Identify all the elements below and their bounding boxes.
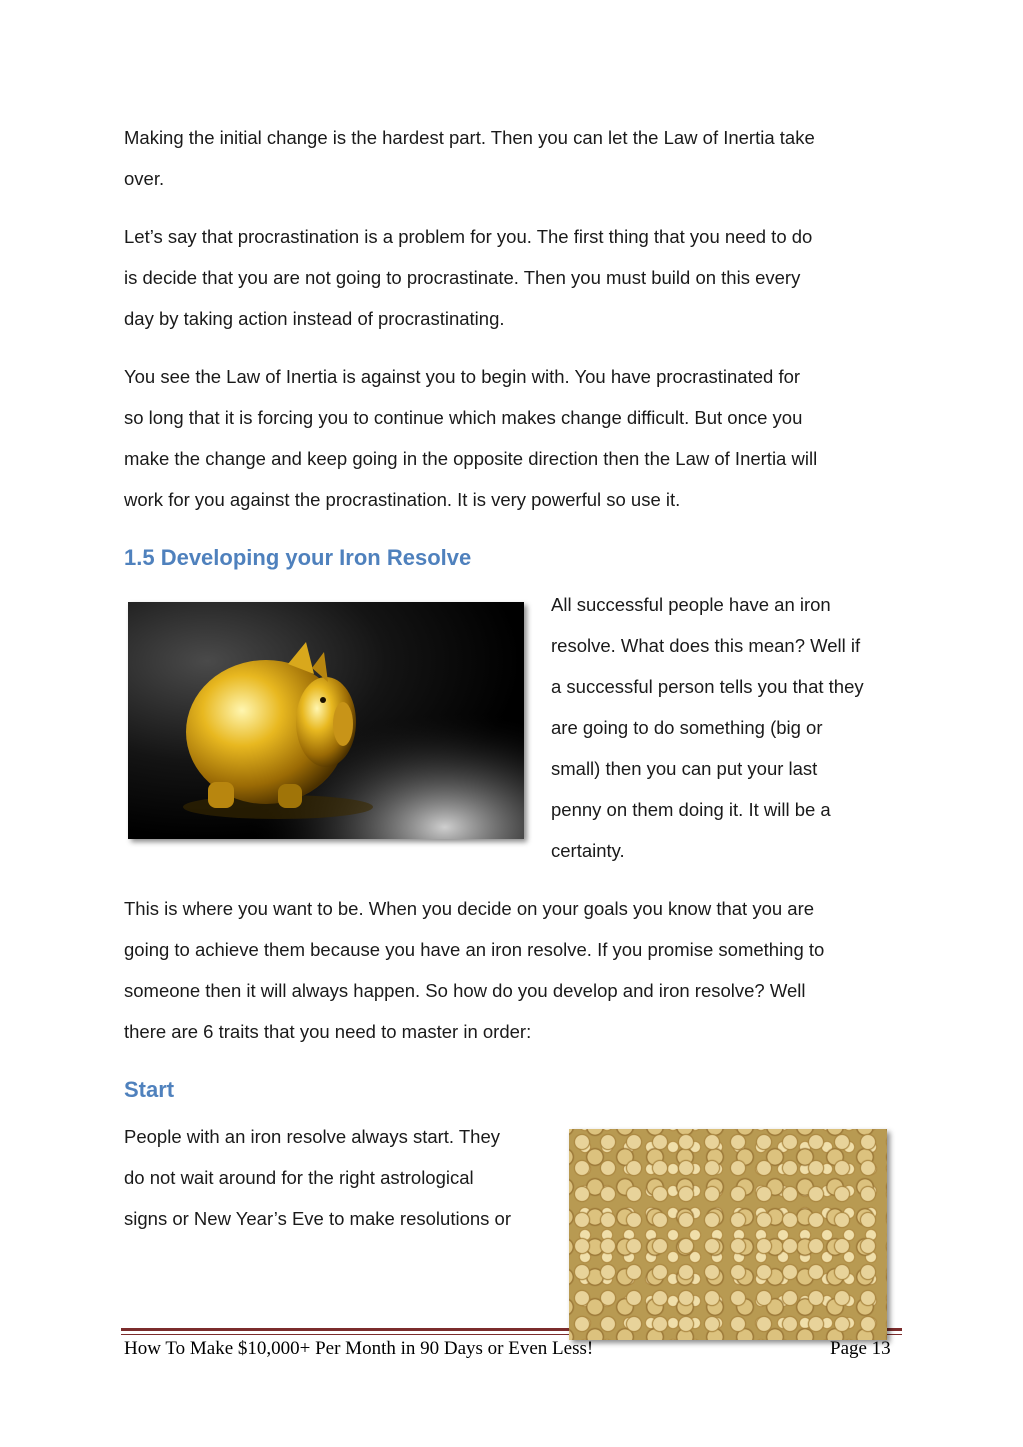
paragraph-5-line-3: someone then it will always happen. So how do you develop and iron resolve? Well	[124, 980, 806, 1001]
piggy-bank-icon	[128, 602, 524, 839]
start-heading: Start	[124, 1077, 175, 1102]
paragraph-4-line-4: are going to do something (big or	[551, 717, 823, 738]
coins-pile-image	[569, 1129, 887, 1340]
footer-page-number: Page 13	[830, 1338, 891, 1359]
paragraph-1-line-2: over.	[124, 168, 165, 189]
paragraph-3-line-2: so long that it is forcing you to continue which makes change difficult. But once you	[124, 407, 803, 428]
paragraph-5-line-1: This is where you want to be. When you decide on your goals you know that you are	[124, 898, 815, 919]
paragraph-4-line-3: a successful person tells you that they	[551, 676, 864, 697]
paragraph-3-line-1: You see the Law of Inertia is against you to begin with. You have procrastinated for	[124, 366, 801, 387]
paragraph-3-line-3: make the change and keep going in the opposite direction then the Law of Inertia will	[124, 448, 818, 469]
paragraph-6-line-3: signs or New Year’s Eve to make resolutions or	[124, 1208, 511, 1229]
paragraph-4-line-7: certainty.	[551, 840, 625, 861]
paragraph-2-line-2: is decide that you are not going to procrastinate. Then you must build on this every	[124, 267, 801, 288]
paragraph-2-line-1: Let’s say that procrastination is a problem for you. The first thing that you need to do	[124, 226, 813, 247]
paragraph-3-line-4: work for you against the procrastination. It is very powerful so use it.	[124, 489, 681, 510]
paragraph-2-line-3: day by taking action instead of procrastinating.	[124, 308, 505, 329]
paragraph-4-line-1: All successful people have an iron	[551, 594, 831, 615]
paragraph-4-line-6: penny on them doing it. It will be a	[551, 799, 831, 820]
golden-piggy-bank-image	[128, 602, 524, 839]
paragraph-5-line-2: going to achieve them because you have an iron resolve. If you promise something to	[124, 939, 825, 960]
paragraph-6-line-2: do not wait around for the right astrological	[124, 1167, 474, 1188]
footer-book-title: How To Make $10,000+ Per Month in 90 Days or Even Less!	[124, 1338, 594, 1359]
paragraph-1-line-1: Making the initial change is the hardest part. Then you can let the Law of Inertia take	[124, 127, 815, 148]
paragraph-5-line-4: there are 6 traits that you need to master in order:	[124, 1021, 532, 1042]
paragraph-6-line-1: People with an iron resolve always start. They	[124, 1126, 501, 1147]
paragraph-4-line-2: resolve. What does this mean? Well if	[551, 635, 861, 656]
paragraph-4-line-5: small) then you can put your last	[551, 758, 818, 779]
section-heading: 1.5 Developing your Iron Resolve	[124, 545, 472, 570]
